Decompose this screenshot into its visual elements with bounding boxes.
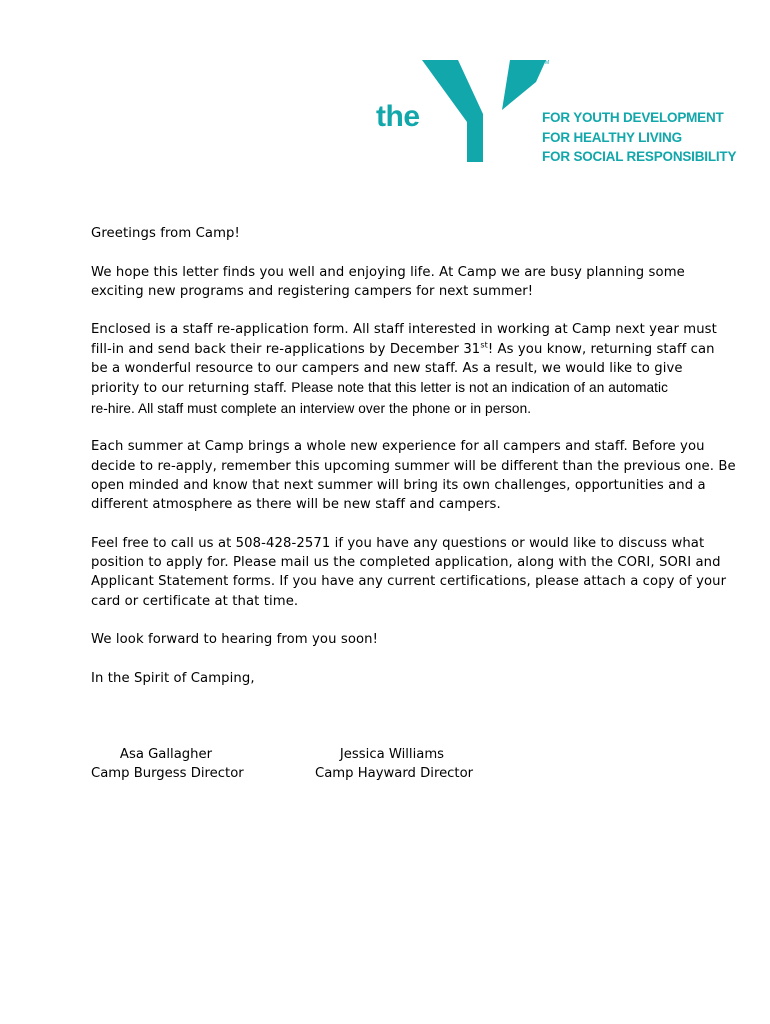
text-line: position to apply for. Please mail us the completed application, along with the CORI, SORI and bbox=[91, 555, 721, 571]
paragraph-contact bbox=[91, 534, 727, 611]
text-segment: ! As you know, returning staff can bbox=[487, 341, 715, 357]
y-icon bbox=[416, 52, 550, 177]
ymca-logo bbox=[372, 52, 752, 182]
tagline-line: FOR SOCIAL RESPONSIBILITY bbox=[542, 149, 737, 164]
text-line: decide to re-apply, remember this upcoming summer will be different than the previous one. Be bbox=[91, 458, 736, 474]
signer-name: Jessica Williams bbox=[339, 747, 445, 762]
text-line: We hope this letter finds you well and enjoying life. At Camp we are busy planning some bbox=[91, 264, 685, 280]
notice-text: re-hire. All staff must complete an interview over the phone or in person. bbox=[91, 400, 532, 416]
letter-body bbox=[91, 224, 736, 707]
paragraph-summer bbox=[91, 437, 736, 514]
text-line: Applicant Statement forms. If you have any current certifications, please attach a copy of your bbox=[91, 574, 727, 590]
signature-block bbox=[91, 745, 244, 784]
text-line: be a wonderful resource to our campers and new staff. As a result, we would like to give bbox=[91, 361, 683, 377]
tagline-line: FOR YOUTH DEVELOPMENT bbox=[542, 110, 724, 125]
text-line bbox=[91, 340, 715, 359]
paragraph-intro bbox=[91, 263, 711, 302]
text-segment: priority to our returning staff. bbox=[91, 381, 292, 397]
signer-title: Camp Burgess Director bbox=[91, 766, 244, 782]
y-right-arm bbox=[502, 60, 546, 110]
text-line: card or certificate at that time. bbox=[91, 593, 299, 609]
text-line: exciting new programs and registering campers for next summer! bbox=[91, 283, 534, 299]
text-line: open minded and know that next summer will bring its own challenges, opportunities and a bbox=[91, 477, 706, 493]
paragraph-looking-forward: We look forward to hearing from you soon! bbox=[91, 632, 378, 648]
ymca-text: YMCA bbox=[491, 130, 516, 162]
text-line: Feel free to call us at 508-428-2571 if you have any questions or would like to discuss what bbox=[91, 535, 705, 551]
text-line: Each summer at Camp brings a whole new experience for all campers and staff. Before you bbox=[91, 439, 705, 455]
text-line: different atmosphere as there will be new staff and campers. bbox=[91, 497, 501, 513]
text-line: Enclosed is a staff re-application form. All staff interested in working at Camp next year must bbox=[91, 322, 717, 338]
closing: In the Spirit of Camping, bbox=[91, 670, 255, 686]
logo-word-the: the bbox=[376, 100, 420, 133]
y-left-arm bbox=[422, 60, 483, 162]
greeting: Greetings from Camp! bbox=[91, 226, 240, 241]
signature-block bbox=[315, 745, 474, 784]
text-segment: fill-in and send back their re-applications by December 31 bbox=[91, 341, 481, 357]
signer-name: Asa Gallagher bbox=[119, 747, 213, 762]
trademark: TM bbox=[542, 60, 550, 66]
signer-title: Camp Hayward Director bbox=[315, 766, 474, 782]
notice-text: Please note that this letter is not an indication of an automatic bbox=[291, 380, 669, 396]
ordinal-suffix: st bbox=[480, 340, 488, 350]
tagline-line: FOR HEALTHY LIVING bbox=[542, 129, 682, 145]
paragraph-application bbox=[91, 320, 717, 417]
logo-tagline bbox=[542, 108, 736, 167]
text-line bbox=[91, 378, 711, 398]
